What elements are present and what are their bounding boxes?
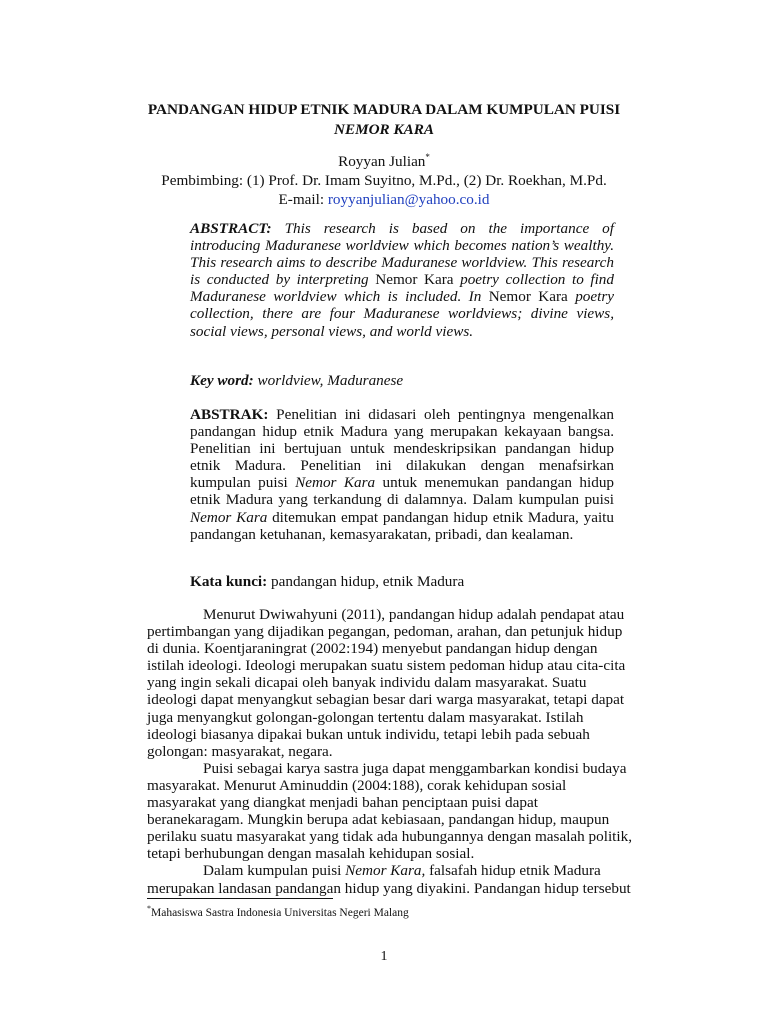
- paper-title: [0, 100, 768, 140]
- footnote-mark: *: [147, 904, 151, 914]
- body-paragraph-3: [147, 862, 637, 896]
- footnote-divider: [147, 898, 333, 899]
- abstract-en-text-2: poetry collection to find Maduranese worldview which is included. In: [190, 271, 614, 306]
- keywords-en-label: Key word:: [190, 372, 254, 389]
- abstract-id-label: ABSTRAK:: [190, 406, 269, 423]
- advisors-line: Pembimbing: (1) Prof. Dr. Imam Suyitno, M.Pd., (2) Dr. Roekhan, M.Pd.: [161, 172, 607, 189]
- email-link[interactable]: royyanjulian@yahoo.co.id: [327, 191, 490, 208]
- abstract-id-text-2: untuk menemukan pandangan hidup etnik Madura yang terkandung di dalamnya. Dalam kumpulan puisi: [190, 474, 615, 509]
- abstract-en-work-1: Nemor Kara: [375, 271, 454, 289]
- author-block: [0, 152, 768, 209]
- body-paragraph-1: Menurut Dwiwahyuni (2011), pandangan hidup adalah pendapat atau pertimbangan yang dijadikan pegangan, pedoman, arahan, dan petunjuk hidup di dunia. Koentjaraningrat (2002:194) menyebut pandangan hidup dengan istilah ideologi. Ideologi merupakan suatu sistem pedoman hidup atau cita-cita yang ingin sekali dicapai oleh banyak individu dalam masyarakat. Suatu ideologi dapat menyangkut sebagian besar dari warga masyarakat, tetapi dapat juga menyangkut golongan-golongan tertentu dalam masyarakat. Istilah ideologi biasanya dipakai bukan untuk individu, tetapi lebih pada sebuah golongan: masyarakat, negara.: [147, 606, 626, 760]
- author-name: Royyan Julian: [338, 153, 426, 170]
- keywords-id-text: pandangan hidup, etnik Madura: [267, 573, 465, 590]
- email-label: E-mail:: [278, 191, 328, 208]
- abstract-id-text-1: Penelitian ini didasari oleh pentingnya mengenalkan pandangan hidup etnik Madura yang merupakan kekayaan bangsa. Penelitian ini bertujuan untuk mendeskripsikan pandangan hidup etnik Madura. Penelitian ini dilakukan dengan menafsirkan kumpulan puisi: [190, 406, 614, 492]
- body-paragraph-3-end: falsafah hidup etnik Madura merupakan landasan pandangan hidup yang diyakini. Pandangan hidup tersebut: [147, 862, 631, 897]
- abstract-id-text-3: ditemukan empat pandangan hidup etnik Madura, yaitu pandangan ketuhanan, kemasyarakatan, pribadi, dan kealaman.: [190, 508, 614, 543]
- footnote-text: Mahasiswa Sastra Indonesia Universitas Negeri Malang: [151, 907, 409, 919]
- abstract-id-work-1: Nemor Kara: [295, 474, 376, 492]
- keywords-en-text: worldview, Maduranese: [253, 372, 404, 389]
- keywords-id-label: Kata kunci:: [190, 573, 268, 590]
- email-line: [0, 190, 768, 209]
- author-footnote-mark: *: [425, 151, 430, 162]
- body-paragraph-2: Puisi sebagai karya sastra juga dapat menggambarkan kondisi budaya masyarakat. Menurut Aminuddin (2004:188), corak kehidupan sosial masyarakat yang diangkat menjadi bahan penciptaan puisi dapat beranekaragam. Mungkin berupa adat kebiasaan, pandangan hidup, maupun perilaku suatu masyarakat yang tidak ada hubungannya dengan masalah politik, tetapi berhubungan dengan masalah kehidupan sosial.: [147, 759, 633, 863]
- keywords-english: [190, 372, 614, 389]
- abstract-en-work-2: Nemor Kara: [488, 288, 568, 306]
- author-name-line: [0, 152, 768, 171]
- title-line-2: NEMOR KARA: [333, 121, 435, 138]
- abstract-en-text-3: poetry collection, there are four Maduranese worldviews; divine views, social views, personal views, and world views.: [190, 288, 614, 340]
- abstract-indonesian: [190, 406, 614, 543]
- body-text: [147, 606, 637, 897]
- abstract-english: [190, 220, 614, 340]
- footnote: [147, 906, 409, 920]
- abstract-en-label: ABSTRACT:: [190, 220, 272, 237]
- abstract-en-text-1: This research is based on the importance of introducing Maduranese worldview which becomes nation’s wealthy. This research aims to describe Maduranese worldview. This research is conducted by interpreting: [190, 220, 614, 289]
- page-number: 1: [380, 949, 388, 964]
- abstract-id-work-2: Nemor Kara: [190, 508, 268, 526]
- keywords-indonesian: [190, 573, 614, 590]
- body-paragraph-3-start: Dalam kumpulan puisi: [203, 862, 346, 880]
- title-line-1: PANDANGAN HIDUP ETNIK MADURA DALAM KUMPULAN PUISI: [147, 101, 621, 118]
- body-paragraph-3-work: Nemor Kara,: [345, 862, 426, 880]
